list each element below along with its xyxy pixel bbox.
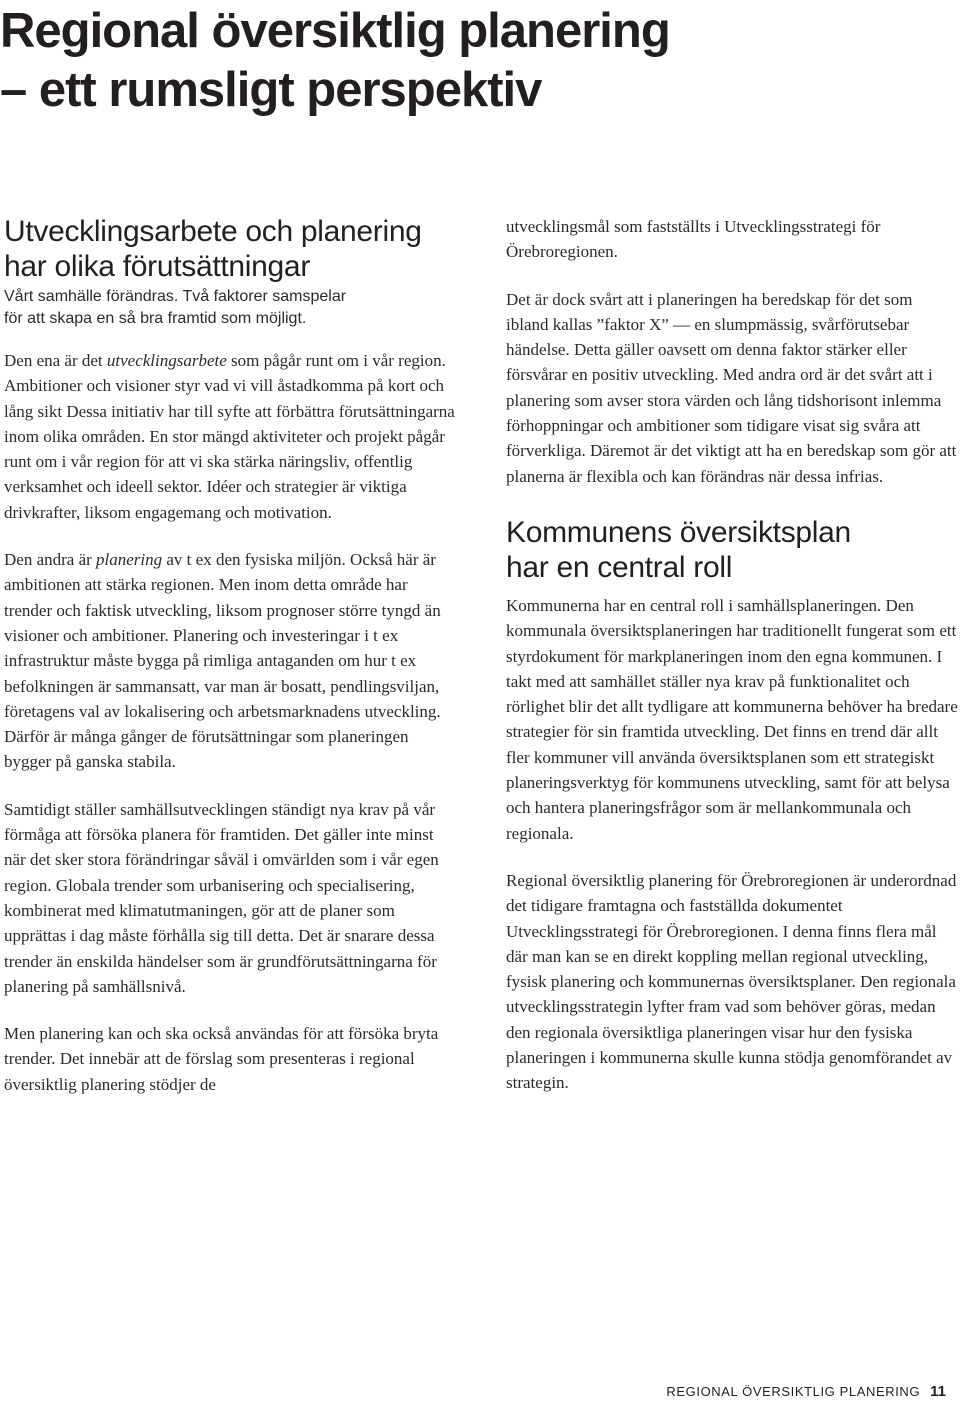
body-paragraph (4, 348, 456, 525)
footer-label: REGIONAL ÖVERSIKTLIG PLANERING (666, 1384, 921, 1399)
page-title-line-2: – ett rumsligt perspektiv (0, 63, 542, 117)
lead-line: för att skapa en så bra framtid som möjligt. (4, 310, 307, 327)
page-title (0, 0, 950, 120)
text-run: Den ena är det (4, 351, 107, 370)
section-heading-utvecklingsarbete (4, 214, 456, 284)
text-run: som pågår runt om i vår region. Ambitioner och visioner styr vad vi vill åstadkomma på kort och lång sikt Dessa initiativ har till syfte att förbättra förutsättningarna inom olika områden. En stor mängd aktiviteter och projekt pågår runt om i vår region för att vi ska stärka näringsliv, offentlig verksamhet och ideell sektor. Idéer och strategier är viktiga drivkrafter, liksom engagemang och motivation. (4, 351, 455, 522)
section-heading-line: har en central roll (506, 550, 733, 584)
body-paragraph: Regional översiktlig planering för Örebroregionen är underordnad det tidigare framtagna och fastställda dokumentet Utvecklingsstrategi för Örebroregionen. I denna finns flera mål där man kan se en direkt koppling mellan regional utveckling, fysisk planering och kommunernas översiktsplaner. Den regionala utvecklingsstrategin lyfter fram vad som behöver göras, medan den regionala översiktliga planeringen visar hur den fysiska planeringen i kommunerna skulle kunna stödja genomförandet av strategin. (506, 870, 957, 1093)
section-heading-line: Utvecklingsarbete och planering (4, 215, 422, 248)
page-number: 11 (930, 1383, 946, 1400)
body-paragraph: Men planering kan och ska också användas för att försöka bryta trender. Det innebär att de förslag som presenteras i regional översiktlig planering stödjer de (4, 1024, 439, 1094)
page-footer (666, 1383, 946, 1400)
body-paragraph: Kommunerna har en central roll i samhällsplaneringen. Den kommunala översiktsplaneringen har traditionellt fungerat som ett styrdokument för markplaneringen inom den egna kommunen. I takt med att samhället ställer nya krav på funktionalitet och rörlighet blir det allt tydligare att kommunerna behöver ha bredare strategier för sin framtida utveckling. Det finns en trend där allt fler kommuner vill använda översiktsplanen som ett strategiskt planeringsverktyg för kommunens utveckling, samt för att belysa och hantera planeringsfrågor som är mellankommunala och regionala. (506, 595, 958, 843)
lead-paragraph (4, 286, 456, 330)
body-paragraph (4, 547, 456, 775)
body-paragraph: Det är dock svårt att i planeringen ha beredskap för det som ibland kallas ”faktor X” — en slumpmässig, svårförutsebar händelse. Detta gäller oavsett om denna faktor stärker eller försvårar en positiv utveckling. Med andra ord är det svårt att i planering som avser stora värden och lång tidshorisont inlemma förhoppningar och ambitioner som tidigare visat sig svåra att förverkliga. Däremot är det viktigt att ha en beredskap som gör att planerna är flexibla och kan förändras när dessa infrias. (506, 289, 957, 486)
lead-line: Vårt samhälle förändras. Två faktorer samspelar (4, 288, 347, 305)
body-paragraph: Samtidigt ställer samhällsutvecklingen ständigt nya krav på vår förmåga att försöka planera för framtiden. Det gäller inte minst när det sker stora förändringar såväl i omvärlden som i vår egen region. Globala trender som urbanisering och specialisering, kombinerat med klimatutmaningen, gör att de planer som upprättas i dag måste förhålla sig till detta. Det är snarare dessa trender än enskilda händelser som är grundförutsättningarna för planering på samhällsnivå. (4, 799, 439, 996)
page-title-line-1: Regional översiktlig planering (0, 4, 670, 58)
text-run: av t ex den fysiska miljön. Också här är ambitionen att stärka regionen. Men inom detta område har trender och faktisk utveckling, liksom prognoser större tyngd än visioner och ambitioner. Planering och investeringar i t ex infrastruktur måste bygga på rimliga antaganden om hur t ex befolkningen är sammansatt, var man är bosatt, pendlingsviljan, företagens val av lokalisering och arbetsmarknadens utveckling. Därför är många gånger de förutsättningar som planeringen bygger på ganska stabila. (4, 550, 441, 772)
left-column (4, 214, 456, 1119)
emphasis-text: utvecklingsarbete (106, 351, 227, 370)
emphasis-text: planering (96, 550, 163, 570)
section-heading-line: har olika förutsättningar (4, 250, 311, 283)
right-column (506, 214, 958, 1118)
text-run: Den andra är (4, 550, 97, 570)
section-heading-line: Kommunens översiktsplan (506, 515, 851, 549)
section-heading-kommunens-oversiktsplan (506, 515, 958, 585)
body-paragraph: utvecklingsmål som fastställts i Utvecklingsstrategi för Örebroregionen. (506, 217, 881, 262)
